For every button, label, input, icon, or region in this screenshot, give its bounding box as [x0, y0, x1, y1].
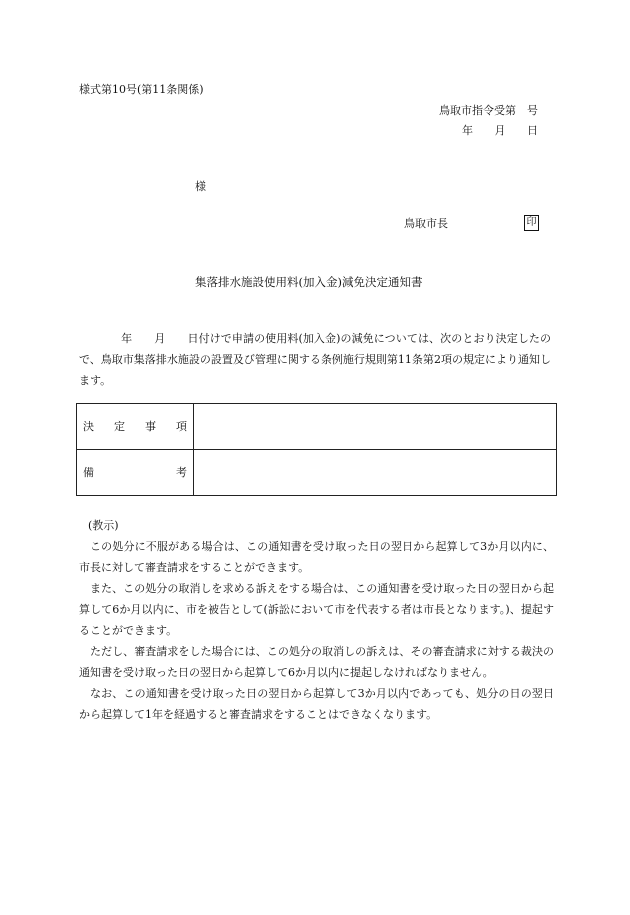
body-year: 年 — [121, 332, 133, 345]
seal-stamp: 印 — [524, 215, 539, 231]
table-row — [77, 450, 557, 496]
issue-number: 鳥取市指令受第 号 — [439, 104, 538, 117]
addressee: 様 — [195, 180, 206, 193]
body-paragraph — [79, 328, 551, 391]
issue-date-day: 日 — [527, 124, 538, 137]
label-char: 備 — [83, 465, 94, 479]
body-text: 日付けで申請の使用料(加入金)の減免については、次のとおり決定したので、鳥取市集落排水施設の設置及び管理に関する条例施行規則第11条第2項の規定により通知します。 — [79, 332, 552, 387]
decision-items-value — [194, 404, 557, 450]
label-char: 考 — [176, 465, 187, 479]
notice-paragraph: また、この処分の取消しを求める訴えをする場合は、この通知書を受け取った日の翌日から起算して6か月以内に、市を被告として(訴訟において市を代表する者は市長となります。)、提起することができます。 — [79, 582, 554, 637]
issue-date — [462, 124, 538, 137]
notice-paragraph: この処分に不服がある場合は、この通知書を受け取った日の翌日から起算して3か月以内に、市長に対して審査請求をすることができます。 — [79, 540, 554, 574]
appeal-notice — [79, 515, 554, 725]
body-month: 月 — [154, 332, 166, 345]
issue-date-month: 月 — [494, 124, 506, 137]
issue-date-year: 年 — [462, 124, 473, 137]
remarks-label — [77, 450, 194, 496]
document-title: 集落排水施設使用料(加入金)減免決定通知書 — [195, 275, 423, 289]
notice-paragraph: なお、この通知書を受け取った日の翌日から起算して3か月以内であっても、処分の日の翌日から起算して1年を経過すると審査請求をすることはできなくなります。 — [79, 687, 554, 721]
remarks-value — [194, 450, 557, 496]
sender-name: 鳥取市長 — [404, 217, 448, 230]
notice-heading: (教示) — [88, 519, 119, 532]
label-char: 定 — [114, 419, 125, 433]
label-char: 事 — [145, 419, 156, 433]
label-char: 決 — [83, 419, 94, 433]
form-number: 様式第10号(第11条関係) — [79, 83, 204, 96]
decision-items-label — [77, 404, 194, 450]
label-char: 項 — [176, 419, 187, 433]
decision-table — [76, 403, 557, 496]
table-row — [77, 404, 557, 450]
notice-paragraph: ただし、審査請求をした場合には、この処分の取消しの訴えは、その審査請求に対する裁決の通知書を受け取った日の翌日から起算して6か月以内に提起しなければなりません。 — [79, 645, 554, 679]
